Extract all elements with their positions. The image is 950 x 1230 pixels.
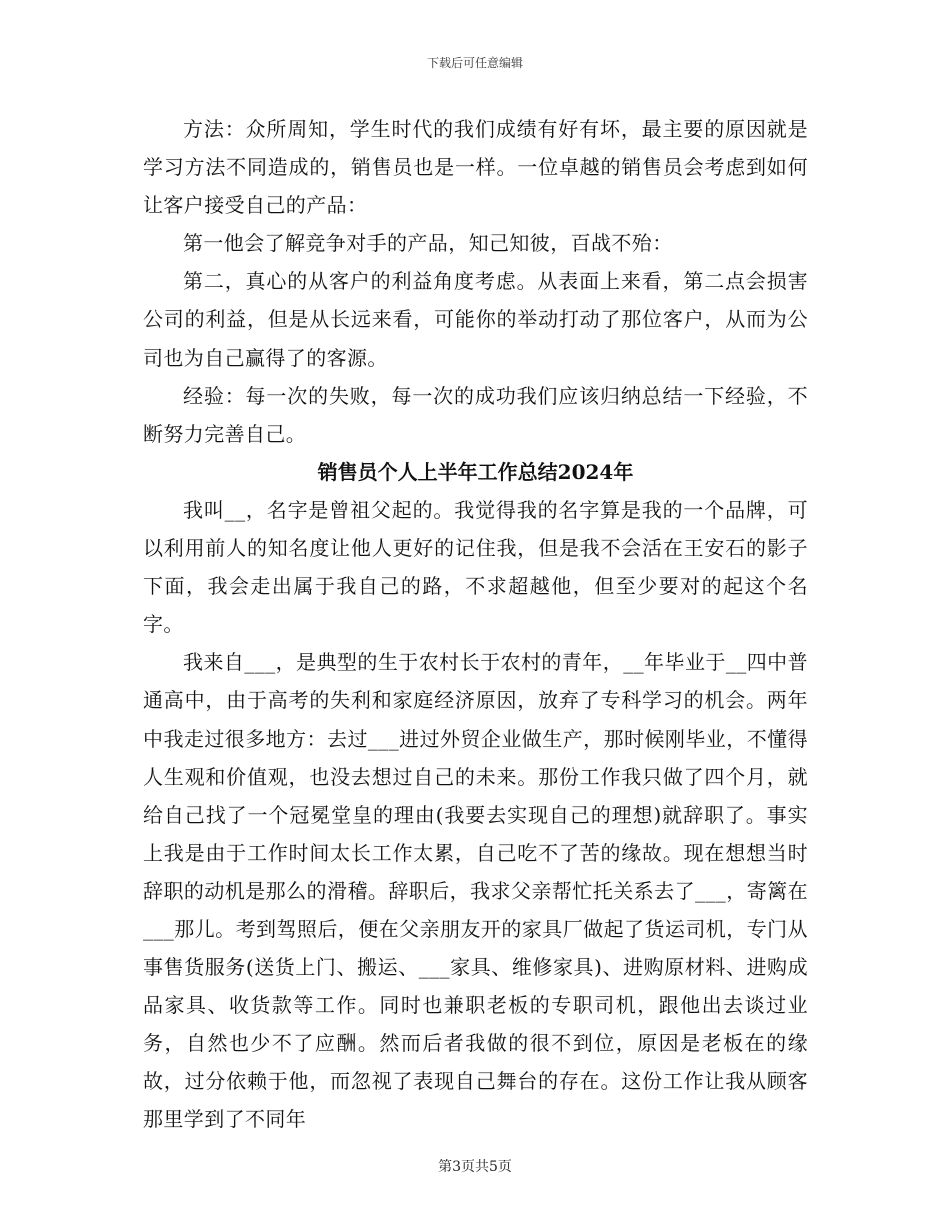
paragraph-point-two: 第二，真心的从客户的利益角度考虑。从表面上来看，第二点会损害公司的利益，但是从长远来看，可能你的举动打动了那位客户，从而为公司也为自己赢得了的客源。 bbox=[143, 269, 808, 370]
paragraph-method: 方法：众所周知，学生时代的我们成绩有好有坏，最主要的原因就是学习方法不同造成的，销售员也是一样。一位卓越的销售员会考虑到如何让客户接受自己的产品： bbox=[143, 117, 808, 218]
paragraph-background: 我来自___，是典型的生于农村长于农村的青年，__年毕业于__四中普通高中，由于高考的失利和家庭经济原因，放弃了专科学习的机会。两年中我走过很多地方：去过___进过外贸企业做生产，那时候刚毕业，不懂得人生观和价值观，也没去想过自己的未来。那份工作我只做了四个月，就给自己找了一个冠冕堂皇的理由(我要去实现自己的理想)就辞职了。事实上我是由于工作时间太长工作太累，自己吃不了苦的缘故。现在想想当时辞职的动机是那么的滑稽。辞职后，我求父亲帮忙托关系去了___，寄篱在___那儿。考到驾照后，便在父亲朋友开的家具厂做起了货运司机，专门从事售货服务(送货上门、搬运、___家具、维修家具)、进购原材料、进购成品家具、收货款等工作。同时也兼职老板的专职司机，跟他出去谈过业务，自然也少不了应酬。然而后者我做的很不到位，原因是老板在的缘故，过分依赖于他，而忽视了表现自己舞台的存在。这份工作让我从顾客那里学到了不同年 bbox=[143, 650, 808, 1132]
page-header-note: 下载后可任意编辑 bbox=[426, 56, 523, 70]
paragraph-name-intro: 我叫__，名字是曾祖父起的。我觉得我的名字算是我的一个品牌，可以利用前人的知名度让他人更好的记住我，但是我不会活在王安石的影子下面，我会走出属于我自己的路，不求超越他，但至少要对的起这个名字。 bbox=[143, 497, 808, 637]
section-title: 销售员个人上半年工作总结2024年 bbox=[317, 459, 634, 484]
document-body bbox=[143, 110, 808, 1139]
paragraph-point-one: 第一他会了解竞争对手的产品，知己知彼，百战不殆： bbox=[183, 231, 673, 256]
page-number: 第3页共5页 bbox=[438, 1159, 512, 1175]
paragraph-experience: 经验：每一次的失败，每一次的成功我们应该归纳总结一下经验，不断努力完善自己。 bbox=[143, 383, 808, 446]
